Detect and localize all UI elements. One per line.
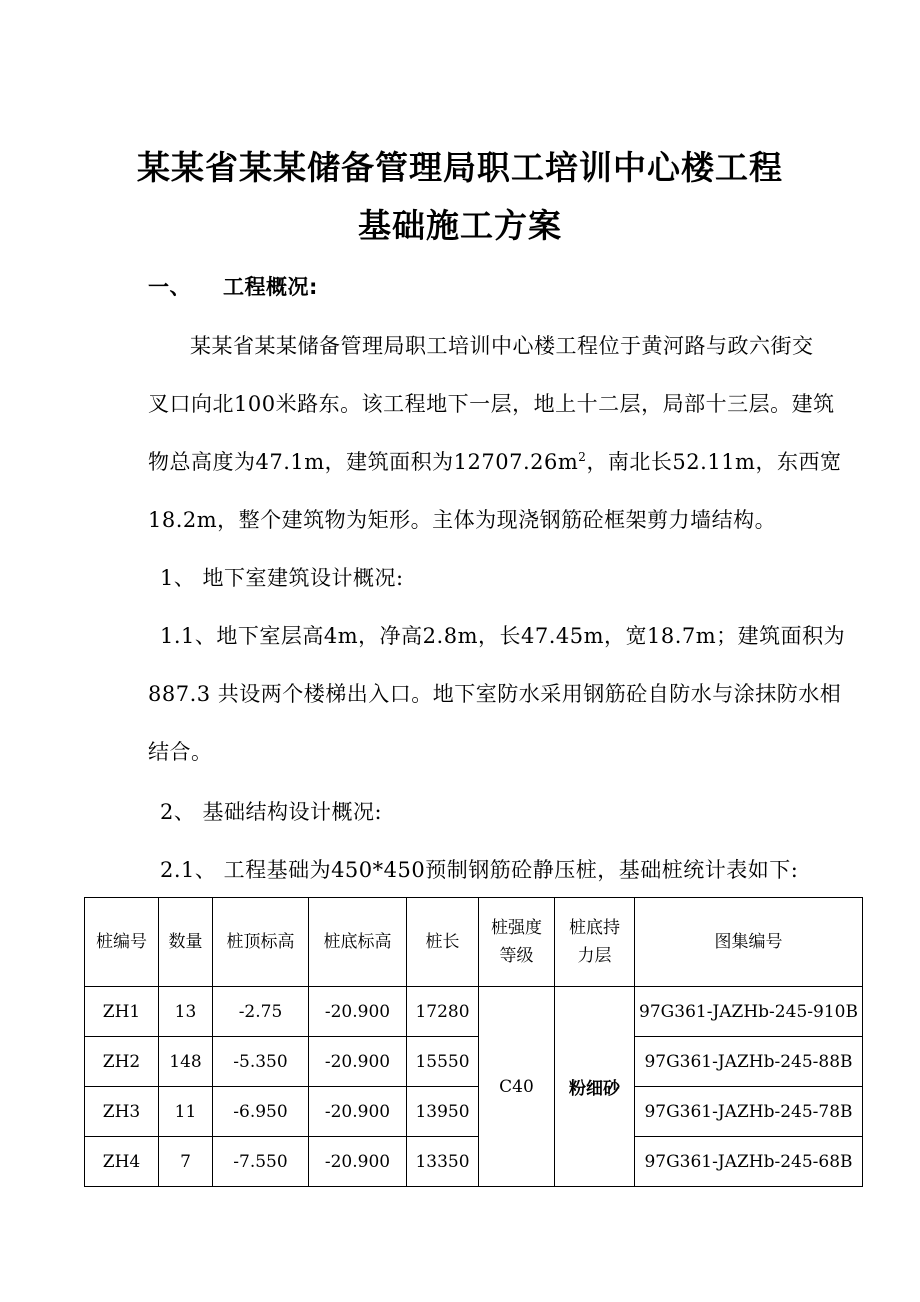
- cell-bearing-layer: 粉细砂: [555, 987, 635, 1187]
- paragraph-line: [148, 446, 841, 476]
- document-title-line1: 某某省某某储备管理局职工培训中心楼工程: [137, 148, 783, 187]
- cell-strength: C40: [479, 987, 555, 1187]
- superscript: 2: [578, 450, 587, 464]
- header-bottom-elevation: 桩底标高: [309, 898, 407, 987]
- subsection1-heading: 1、 地下室建筑设计概况:: [160, 566, 404, 590]
- header-length: 桩长: [407, 898, 479, 987]
- header-strength: 桩强度 等级: [479, 898, 555, 987]
- cell-bottom-elevation: -20.900: [309, 987, 407, 1037]
- paragraph-line: 叉口向北100米路东。该工程地下一层，地上十二层，局部十三层。建筑: [148, 392, 835, 416]
- table-row: [85, 987, 863, 1037]
- header-top-elevation: 桩顶标高: [213, 898, 309, 987]
- paragraph-text: 物总高度为47.1m，建筑面积为12707.26m: [148, 450, 579, 474]
- header-bearing-layer: 桩底持 力层: [555, 898, 635, 987]
- paragraph-line: 2.1、 工程基础为450*450预制钢筋砼静压桩，基础桩统计表如下:: [160, 858, 799, 882]
- paragraph-line: 1.1、地下室层高4m，净高2.8m，长47.45m，宽18.7m；建筑面积为: [160, 624, 846, 648]
- header-atlas-number: 图集编号: [635, 898, 863, 987]
- cell-pile-id: ZH2: [85, 1037, 159, 1087]
- cell-quantity: 7: [159, 1137, 213, 1187]
- cell-bottom-elevation: -20.900: [309, 1037, 407, 1087]
- paragraph-line: 结合。: [148, 740, 213, 764]
- table-row: [85, 1137, 863, 1187]
- cell-quantity: 11: [159, 1087, 213, 1137]
- cell-atlas-number: 97G361-JAZHb-245-78B: [635, 1087, 863, 1137]
- cell-top-elevation: -6.950: [213, 1087, 309, 1137]
- subsection2-heading: 2、 基础结构设计概况:: [160, 800, 383, 824]
- cell-atlas-number: 97G361-JAZHb-245-910B: [635, 987, 863, 1037]
- cell-length: 15550: [407, 1037, 479, 1087]
- cell-top-elevation: -7.550: [213, 1137, 309, 1187]
- section1-heading-number: 一、: [148, 275, 191, 299]
- document-title-line2: 基础施工方案: [358, 206, 562, 245]
- cell-pile-id: ZH1: [85, 987, 159, 1037]
- cell-quantity: 13: [159, 987, 213, 1037]
- header-quantity: 数量: [159, 898, 213, 987]
- cell-length: 13350: [407, 1137, 479, 1187]
- cell-atlas-number: 97G361-JAZHb-245-68B: [635, 1137, 863, 1187]
- cell-bottom-elevation: -20.900: [309, 1137, 407, 1187]
- cell-quantity: 148: [159, 1037, 213, 1087]
- paragraph-line: 18.2m，整个建筑物为矩形。主体为现浇钢筋砼框架剪力墙结构。: [148, 508, 777, 532]
- cell-atlas-number: 97G361-JAZHb-245-88B: [635, 1037, 863, 1087]
- cell-top-elevation: -2.75: [213, 987, 309, 1037]
- cell-bottom-elevation: -20.900: [309, 1087, 407, 1137]
- pile-statistics-table: [84, 897, 863, 1187]
- cell-top-elevation: -5.350: [213, 1037, 309, 1087]
- cell-length: 17280: [407, 987, 479, 1037]
- paragraph-line: 某某省某某储备管理局职工培训中心楼工程位于黄河路与政六街交: [190, 334, 814, 358]
- cell-pile-id: ZH4: [85, 1137, 159, 1187]
- table-header-row: [85, 898, 863, 987]
- section1-heading-text: 工程概况:: [223, 275, 318, 299]
- cell-pile-id: ZH3: [85, 1087, 159, 1137]
- paragraph-line: 887.3 共设两个楼梯出入口。地下室防水采用钢筋砼自防水与涂抹防水相: [148, 682, 842, 706]
- cell-length: 13950: [407, 1087, 479, 1137]
- header-pile-id: 桩编号: [85, 898, 159, 987]
- table-row: [85, 1087, 863, 1137]
- table-row: [85, 1037, 863, 1087]
- paragraph-text: ，南北长52.11m，东西宽: [586, 450, 842, 474]
- section1-heading: [148, 271, 318, 301]
